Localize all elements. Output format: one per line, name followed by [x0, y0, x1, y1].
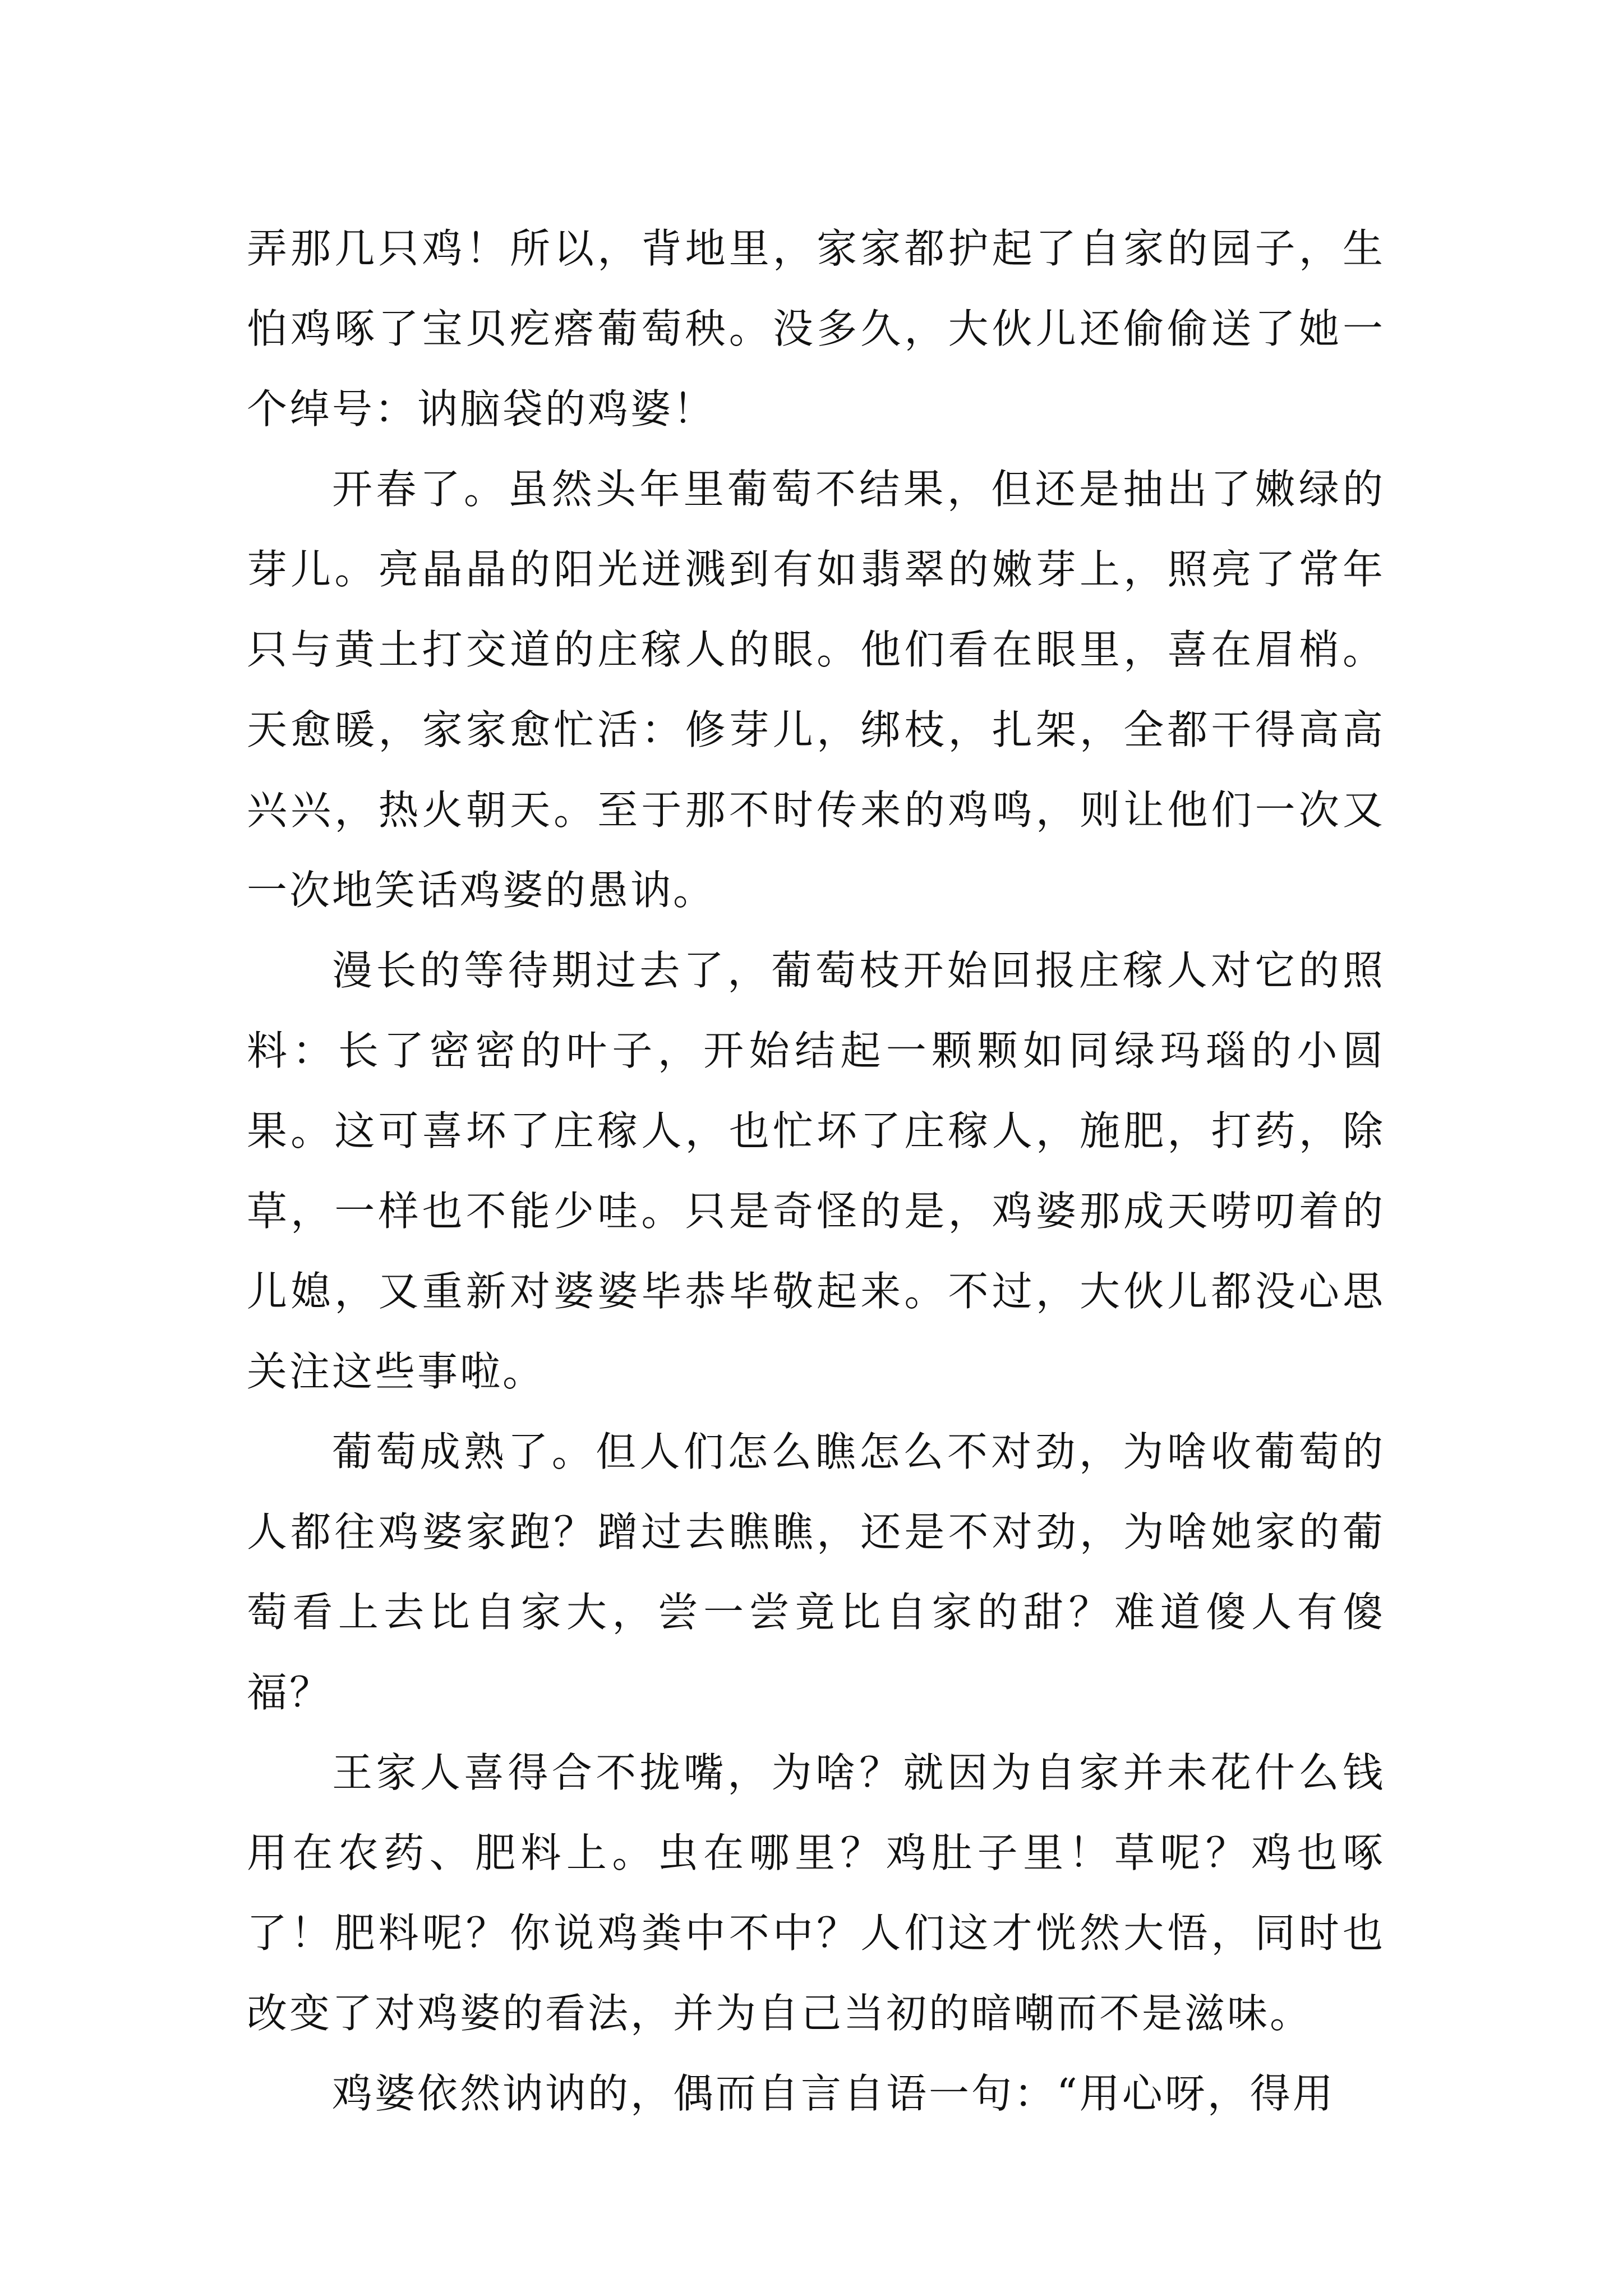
paragraph-2: 开春了。虽然头年里葡萄不结果，但还是抽出了嫩绿的芽儿。亮晶晶的阳光迸溅到有如翡翠的嫩芽上，照亮了常年只与黄土打交道的庄稼人的眼。他们看在眼里，喜在眉梢。天愈暖，家家愈忙活：修芽儿，绑枝，扎架，全都干得高高兴兴，热火朝天。至于那不时传来的鸡鸣，则让他们一次又一次地笑话鸡婆的愚讷。 [247, 466, 1385, 914]
body-text [247, 209, 1385, 2134]
paragraph-6: 鸡婆依然讷讷的，偶而自言自语一句：“用心呀，得用 [332, 2070, 1335, 2117]
paragraph-5: 王家人喜得合不拢嘴，为啥？就因为自家并未花什么钱用在农药、肥料上。虫在哪里？鸡肚子里！草呢？鸡也啄了！肥料呢？你说鸡粪中不中？人们这才恍然大悟，同时也改变了对鸡婆的看法，并为自己当初的暗嘲而不是滋味。 [247, 1749, 1385, 2037]
paragraph-1: 弄那几只鸡！所以，背地里，家家都护起了自家的园子，生怕鸡啄了宝贝疙瘩葡萄秧。没多久，大伙儿还偷偷送了她一个绰号：讷脑袋的鸡婆！ [247, 225, 1385, 432]
paragraph-4: 葡萄成熟了。但人们怎么瞧怎么不对劲，为啥收葡萄的人都往鸡婆家跑？蹭过去瞧瞧，还是不对劲，为啥她家的葡萄看上去比自家大，尝一尝竟比自家的甜？难道傻人有傻福？ [247, 1428, 1385, 1716]
paragraph-3: 漫长的等待期过去了，葡萄枝开始回报庄稼人对它的照料：长了密密的叶子，开始结起一颗颗如同绿玛瑙的小圆果。这可喜坏了庄稼人，也忙坏了庄稼人，施肥，打药，除草，一样也不能少哇。只是奇怪的是，鸡婆那成天唠叨着的儿媳，又重新对婆婆毕恭毕敬起来。不过，大伙儿都没心思关注这些事啦。 [247, 947, 1385, 1395]
